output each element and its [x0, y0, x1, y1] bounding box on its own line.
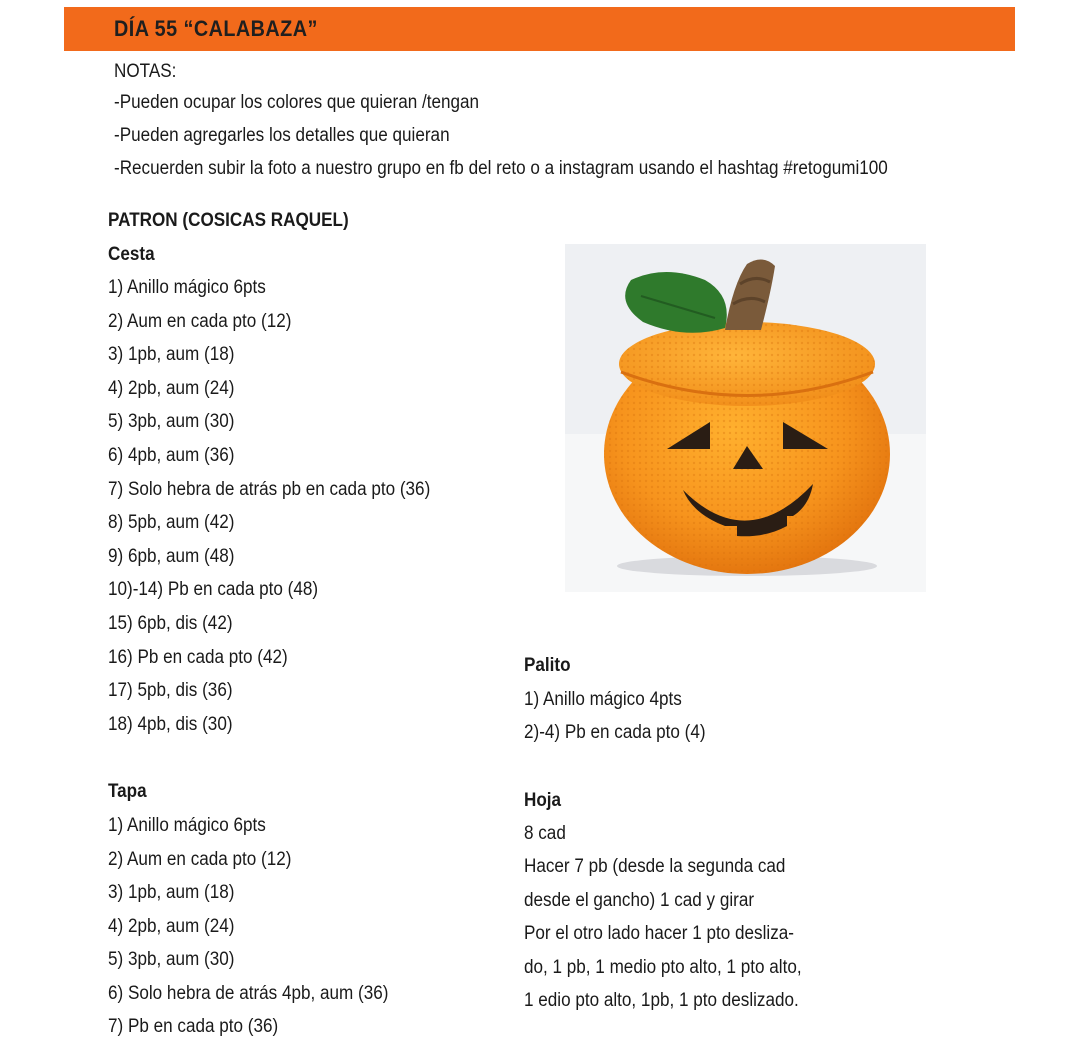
list-item: 5) 3pb, aum (30) [108, 411, 235, 433]
list-item: 18) 4pb, dis (30) [108, 713, 233, 735]
list-item: 4) 2pb, aum (24) [108, 377, 235, 399]
note-item: -Recuerden subir la foto a nuestro grupo en fb del reto o a instagram usando el hashtag #retogumi100 [114, 158, 888, 179]
notes-heading: NOTAS: [114, 61, 177, 82]
list-item: Hacer 7 pb (desde la segunda cad [524, 856, 786, 877]
list-item: 7) Pb en cada pto (36) [108, 1016, 279, 1037]
list-item: 17) 5pb, dis (36) [108, 680, 233, 702]
section-title-tapa: Tapa [108, 781, 147, 802]
list-item: 6) 4pb, aum (36) [108, 445, 235, 466]
list-item: 8) 5pb, aum (42) [108, 512, 235, 534]
list-item: 3) 1pb, aum (18) [108, 344, 235, 366]
list-item: 7) Solo hebra de atrás pb en cada pto (36) [108, 478, 431, 500]
list-item: 15) 6pb, dis (42) [108, 613, 233, 634]
title-banner [64, 7, 1015, 51]
list-item: 1) Anillo mágico 6pts [108, 815, 266, 836]
pattern-heading: PATRON (COSICAS RAQUEL) [108, 210, 349, 231]
section-title-hoja: Hoja [524, 790, 562, 811]
list-item: 4) 2pb, aum (24) [108, 915, 235, 937]
list-item: desde el gancho) 1 cad y girar [524, 890, 755, 911]
list-item: 16) Pb en cada pto (42) [108, 646, 288, 668]
list-item: 3) 1pb, aum (18) [108, 882, 235, 903]
list-item: 9) 6pb, aum (48) [108, 545, 235, 567]
list-item: 8 cad [524, 823, 566, 844]
section-title-palito: Palito [524, 655, 571, 676]
list-item: 2) Aum en cada pto (12) [108, 310, 292, 332]
list-item: 2) Aum en cada pto (12) [108, 848, 292, 870]
note-item: -Pueden ocupar los colores que quieran /tengan [114, 92, 480, 113]
pumpkin-photo [565, 244, 926, 592]
list-item: 10)-14) Pb en cada pto (48) [108, 579, 319, 601]
note-item: -Pueden agregarles los detalles que quieran [114, 125, 450, 146]
list-item: 2)-4) Pb en cada pto (4) [524, 722, 706, 743]
section-title-cesta: Cesta [108, 244, 155, 265]
list-item: 1 edio pto alto, 1pb, 1 pto deslizado. [524, 990, 799, 1011]
list-item: 1) Anillo mágico 4pts [524, 689, 682, 710]
list-item: do, 1 pb, 1 medio pto alto, 1 pto alto, [524, 957, 802, 978]
page-title: DÍA 55 “CALABAZA” [114, 16, 318, 41]
list-item: 5) 3pb, aum (30) [108, 949, 235, 970]
pumpkin-image [565, 244, 926, 592]
list-item: Por el otro lado hacer 1 pto desliza- [524, 923, 794, 944]
list-item: 6) Solo hebra de atrás 4pb, aum (36) [108, 982, 389, 1004]
list-item: 1) Anillo mágico 6pts [108, 277, 266, 298]
